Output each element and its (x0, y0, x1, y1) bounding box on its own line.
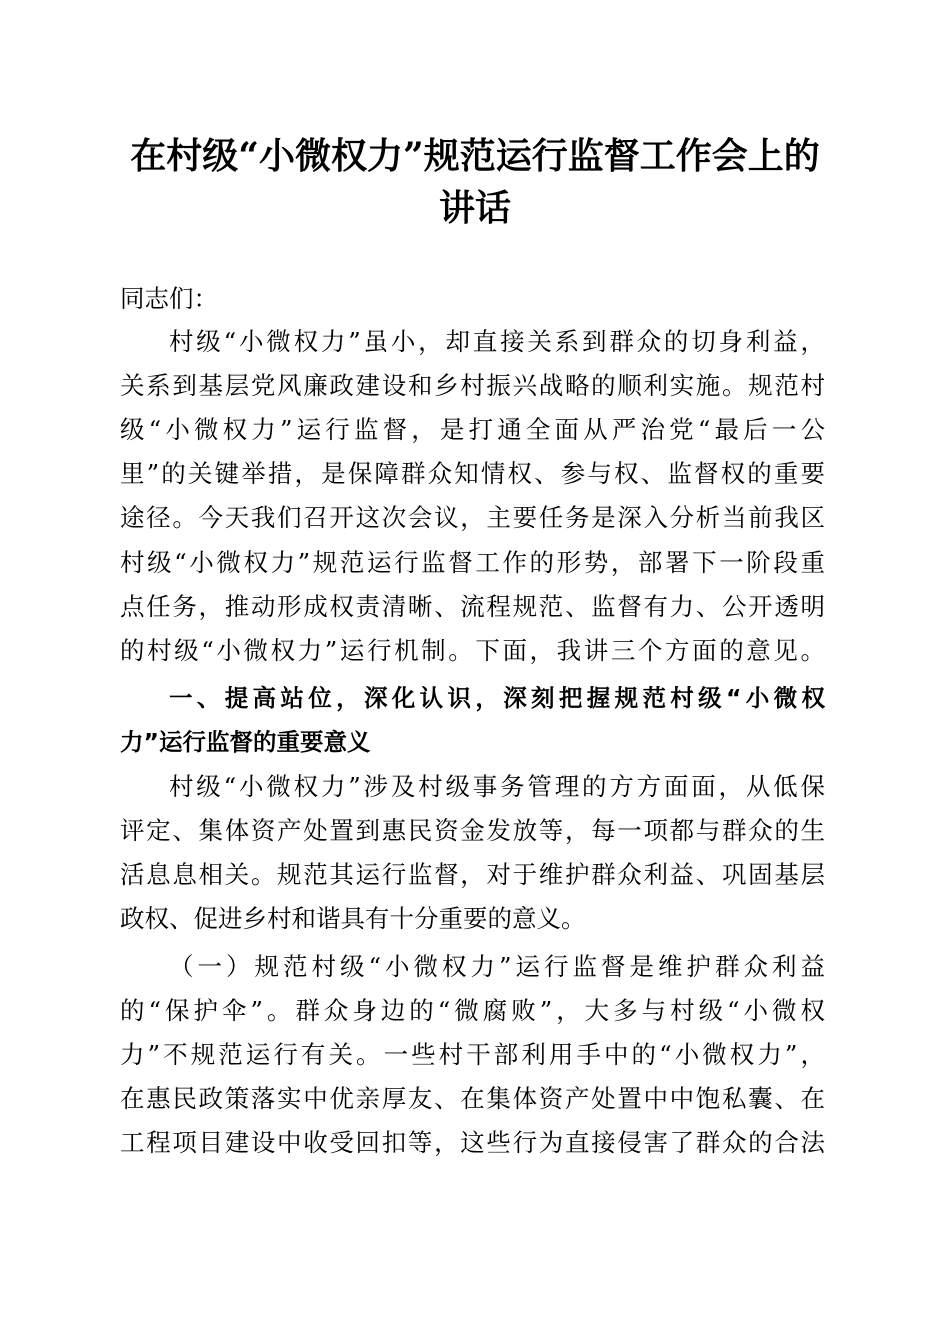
paragraph-line: 途径。今天我们召开这次会议，主要任务是深入分析当前我区 (120, 503, 825, 532)
document-title (100, 130, 850, 234)
paragraph-line: 政权、促进乡村和谐具有十分重要的意义。 (120, 904, 586, 933)
paragraph-line: 村级“小微权力”虽小，却直接关系到群众的切身利益， (169, 327, 825, 356)
paragraph-line: 村级“小微权力”涉及村级事务管理的方方面面，从低保 (169, 772, 825, 801)
paragraph-line: 工程项目建设中收受回扣等，这些行为直接侵害了群众的合法 (120, 1128, 825, 1157)
paragraph-line: 级“小微权力”运行监督，是打通全面从严治党“最后一公 (120, 415, 825, 444)
paragraph-line: 力”不规范运行有关。一些村干部利用手中的“小微权力”， (120, 1040, 825, 1069)
paragraph-line: 活息息相关。规范其运行监督，对于维护群众利益、巩固基层 (120, 860, 825, 889)
title-line-1: 在村级“小微权力”规范运行监督工作会上的 (130, 135, 820, 177)
paragraph-line: 关系到基层党风廉政建设和乡村振兴战略的顺利实施。规范村 (120, 371, 825, 400)
paragraph-line: 评定、集体资产处置到惠民资金发放等，每一项都与群众的生 (120, 816, 825, 845)
salutation: 同志们： (120, 284, 218, 313)
paragraph-line: 村级“小微权力”规范运行监督工作的形势，部署下一阶段重 (120, 548, 825, 577)
section-heading-line: 一、提高站位，深化认识，深刻把握规范村级“小微权 (169, 684, 825, 712)
paragraph-line: 的“保护伞”。群众身边的“微腐败”，大多与村级“小微权 (120, 996, 825, 1025)
paragraph-line: 的村级“小微权力”运行机制。下面，我讲三个方面的意见。 (120, 636, 825, 665)
paragraph-line: 在惠民政策落实中优亲厚友、在集体资产处置中中饱私囊、在 (120, 1084, 825, 1113)
paragraph-line: 点任务，推动形成权责清晰、流程规范、监督有力、公开透明 (120, 592, 825, 621)
subheading-line: （一）规范村级“小微权力”运行监督是维护群众利益 (169, 952, 825, 981)
title-line-2: 讲话 (438, 187, 511, 229)
section-heading-line: 力”运行监督的重要意义 (120, 728, 371, 756)
paragraph-line: 里”的关键举措，是保障群众知情权、参与权、监督权的重要 (120, 459, 825, 488)
